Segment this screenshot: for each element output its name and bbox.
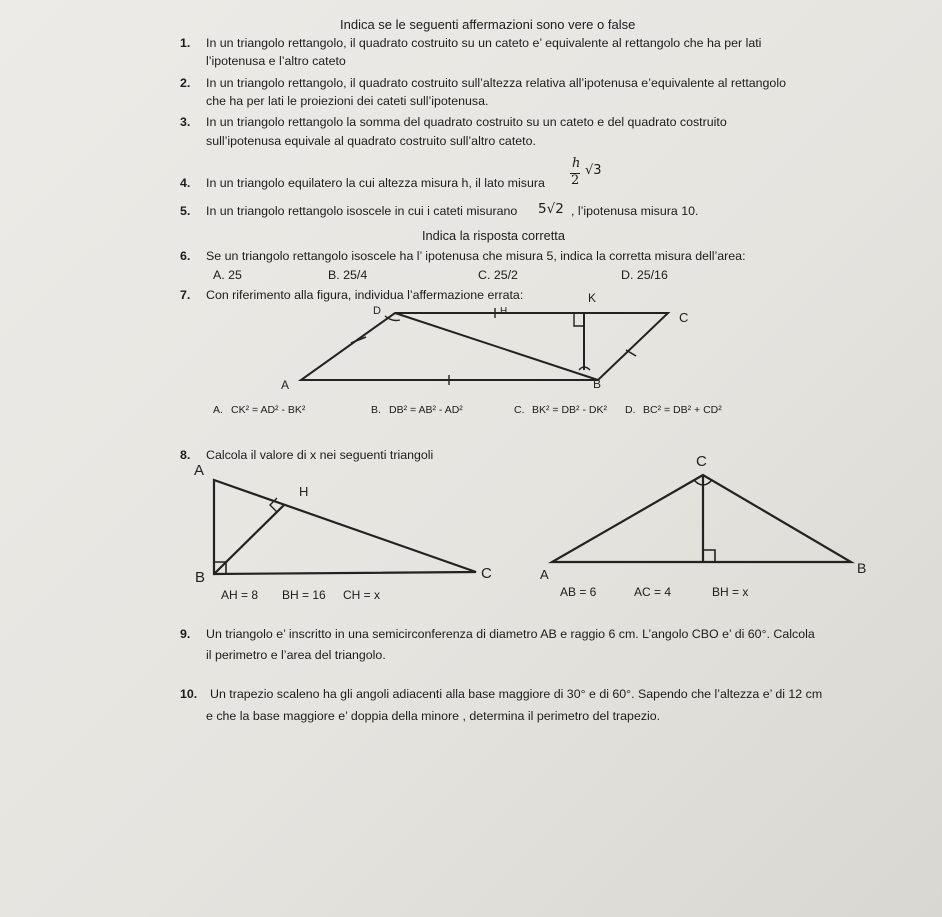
statement-3-line-2: sull’ipotenusa equivale al quadrato costruito sull’altro cateto. [206,134,536,148]
right-value-bh: BH = x [712,585,749,599]
right-angle-mark-h2 [703,550,715,562]
vertex-label-k: K [588,291,597,305]
question-6-text: Se un triangolo rettangolo isoscele ha l’ ipotenusa che misura 5, indica la corretta misura dell’area: [206,249,746,263]
q7-option-d-letter: D. [625,404,636,416]
left-vertex-a: A [194,462,205,479]
right-value-ab: AB = 6 [560,585,597,599]
statement-2-line-2: che ha per lati le proiezioni dei cateti sull’ipotenusa. [206,94,489,108]
angle-arc-d [385,316,400,321]
q7-option-c-letter: C. [514,404,525,416]
q6-option-b: B. 25/4 [328,268,368,282]
vertex-label-d: D [373,305,381,317]
question-9-line-1: Un triangolo e’ inscritto in una semicirconferenza di diametro AB e raggio 6 cm. L’angolo CBO e’ di 60°. Calcola [206,627,815,641]
section-subtitle: Indica la risposta corretta [422,228,565,243]
q7-option-b-letter: B. [371,404,381,416]
triangle-abc [214,480,476,574]
right-vertex-b: B [857,560,867,576]
vertex-label-a: A [281,378,290,392]
q6-option-d: D. 25/16 [621,268,668,282]
diagonal-db [395,313,598,380]
item-number: 1. [180,36,191,50]
right-angle-mark-k [574,313,584,326]
question-9-line-2: il perimetro e l’area del triangolo. [206,648,386,662]
statement-5-part-a: In un triangolo rettangolo isoscele in cui i cateti misurano [206,204,518,218]
q7-option-c-expr: BK² = DB² - DK² [532,404,607,416]
q7-option-a-letter: A. [213,404,223,416]
left-value-ch: CH = x [343,588,381,602]
statement-2-line-1: In un triangolo rettangolo, il quadrato costruito sull’altezza relativa all’ipotenusa e’equivalente al rettangolo [206,76,786,90]
fraction-denominator: 2 [571,173,580,188]
vertex-label-c: C [679,310,689,325]
left-value-bh: BH = 16 [282,588,326,602]
catheti-value: 5√2 [538,201,564,217]
q6-option-a: A. 25 [213,268,242,282]
right-value-ac: AC = 4 [634,585,672,599]
q7-option-b-expr: DB² = AB² - AD² [389,404,463,416]
sqrt-3: √3 [585,163,602,178]
trapezoid-outline [301,313,668,380]
item-number: 8. [180,448,191,462]
item-number: 6. [180,249,191,263]
item-number: 7. [180,288,191,302]
statement-3-line-1: In un triangolo rettangolo la somma del quadrato costruito su un cateto e del quadrato costruito [206,115,727,129]
q6-option-c: C. 25/2 [478,268,518,282]
left-triangle-figure [214,480,476,574]
question-7-text: Con riferimento alla figura, individua l’affermazione errata: [206,288,524,302]
height-bh [214,505,284,574]
item-number: 10. [180,687,198,701]
fraction-numerator: h [572,156,581,171]
left-value-ah: AH = 8 [221,588,259,602]
label-h: H [500,306,508,317]
left-vertex-b: B [195,569,206,586]
vertex-label-b: B [593,377,602,391]
statement-4: In un triangolo equilatero la cui altezza misura h, il lato misura [206,176,545,190]
question-10-line-1: Un trapezio scaleno ha gli angoli adiacenti alla base maggiore di 30° e di 60°. Sapendo che l’altezza e’ di 12 cm [210,687,823,701]
item-number: 5. [180,204,191,218]
q7-option-a-expr: CK² = AD² - BK² [231,404,306,416]
right-vertex-a: A [540,567,549,582]
statement-1-line-1: In un triangolo rettangolo, il quadrato costruito su un cateto e’ equivalente al rettangolo che ha per lati [206,36,762,50]
item-number: 9. [180,627,191,641]
page-title: Indica se le seguenti affermazioni sono vere o false [340,17,636,32]
question-8-text: Calcola il valore di x nei seguenti triangoli [206,448,434,462]
right-triangle-figure [552,475,851,562]
triangle-cab [552,475,851,562]
left-vertex-c: C [481,565,492,582]
statement-1-line-2: l’ipotenusa e l’altro cateto [206,54,346,68]
right-vertex-c: C [696,453,707,470]
item-number: 3. [180,115,191,129]
item-number: 2. [180,76,191,90]
statement-5-part-b: , l’ipotenusa misura 10. [571,204,699,218]
item-number: 4. [180,176,191,190]
left-vertex-h: H [299,484,309,499]
question-10-line-2: e che la base maggiore e’ doppia della minore , determina il perimetro del trapezio. [206,709,661,723]
q7-option-d-expr: BC² = DB² + CD² [643,404,722,416]
trapezoid-figure [301,308,668,385]
